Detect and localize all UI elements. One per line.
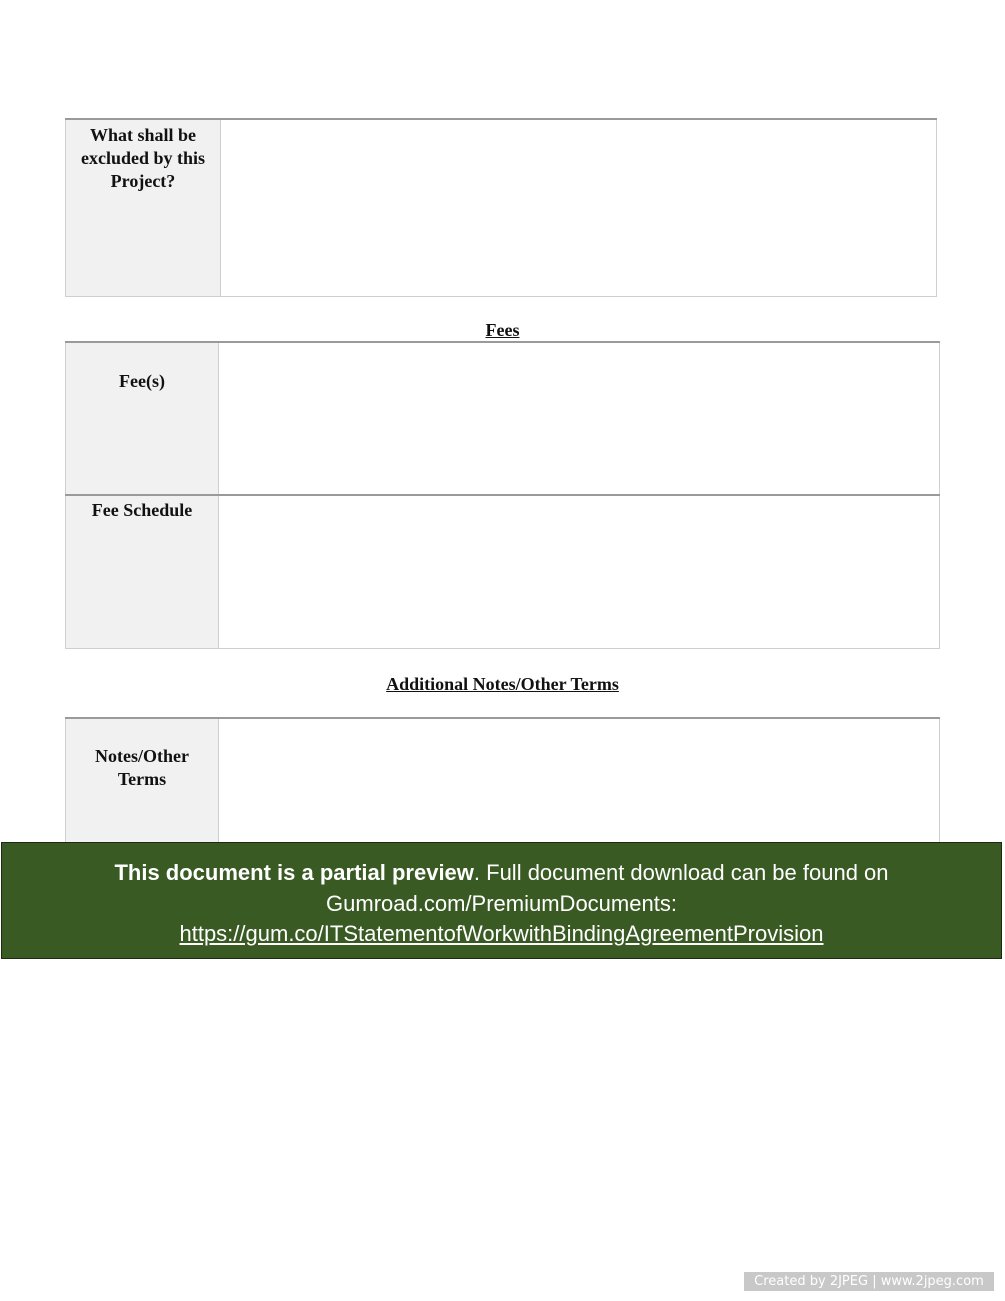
banner-bold-text: This document is a partial preview bbox=[114, 860, 474, 885]
fees-heading: Fees bbox=[485, 320, 520, 340]
exclusions-value-field[interactable] bbox=[221, 119, 937, 296]
exclusions-label-cell bbox=[66, 119, 221, 296]
notes-label: Notes/Other Terms bbox=[95, 746, 189, 789]
fees-label-cell bbox=[66, 342, 219, 495]
fees-label: Fee(s) bbox=[119, 371, 165, 391]
exclusions-label: What shall be excluded by this Project? bbox=[80, 125, 206, 191]
banner-rest-text: . Full document download can be found on bbox=[473, 860, 889, 885]
fees-value-field[interactable] bbox=[219, 342, 940, 495]
fee-schedule-value-field[interactable] bbox=[219, 495, 940, 648]
fee-schedule-label-cell bbox=[66, 495, 219, 648]
watermark-label: Created by 2JPEG | www.2jpeg.com bbox=[744, 1272, 994, 1291]
preview-banner bbox=[1, 842, 1002, 959]
additional-notes-heading: Additional Notes/Other Terms bbox=[386, 674, 619, 694]
fee-schedule-label: Fee Schedule bbox=[91, 500, 193, 520]
exclusions-table bbox=[65, 118, 937, 297]
banner-line-1 bbox=[2, 858, 1001, 889]
banner-download-link[interactable]: https://gum.co/ITStatementofWorkwithBindingAgreementProvision bbox=[179, 921, 824, 946]
fees-table bbox=[65, 341, 940, 649]
banner-line-2: Gumroad.com/PremiumDocuments: bbox=[326, 890, 677, 916]
